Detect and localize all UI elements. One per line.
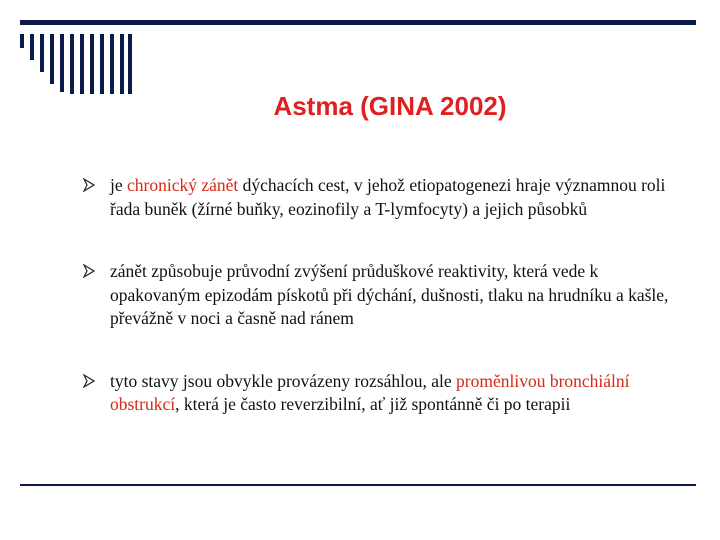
arrowhead-bullet-icon [82,264,96,278]
decorative-bar [80,34,84,94]
bullet-item [82,370,682,417]
decorative-bar [50,34,54,84]
highlighted-text: chronický zánět [127,175,239,195]
decorative-bar [30,34,34,60]
slide-title: Astma (GINA 2002) [273,91,507,121]
bullet-item [82,260,682,331]
bullet-list [82,174,682,417]
bullet-text: dýchacích cest, v jehož etiopatogenezi hraje významnou roli řada buněk (žírné buňky, eozinofily a T-lymfocyty) a jejich působků [110,175,666,219]
bullet-text: tyto stavy jsou obvykle provázeny rozsáhlou, ale [110,370,457,391]
decorative-bar [128,34,132,94]
bullet-text: zánět způsobuje průvodní zvýšení průduškové reaktivity, která vede k opakovaným epizodám pískotů při dýchání, dušnosti, tlaku na hrudníku a kašle, převážně v noci a časně nad ránem [110,261,669,328]
top-divider [20,20,696,25]
decorative-bar [60,34,64,92]
bullet-text: je [110,175,128,195]
decorative-bars [20,34,136,94]
decorative-bar [100,34,104,94]
decorative-bar [20,34,24,48]
bullet-text: , která je často reverzibilní, ať již spontánně či po terapii [175,394,571,414]
decorative-bar [70,34,74,94]
decorative-bar [120,34,124,94]
decorative-bar [40,34,44,72]
decorative-bar [90,34,94,94]
bullet-item [82,174,682,221]
decorative-bar [110,34,114,94]
arrowhead-bullet-icon [82,374,96,388]
bottom-divider [20,484,696,486]
highlighted-text: proměnlivou bronchiální obstrukcí [110,370,630,414]
arrowhead-bullet-icon [82,178,96,192]
